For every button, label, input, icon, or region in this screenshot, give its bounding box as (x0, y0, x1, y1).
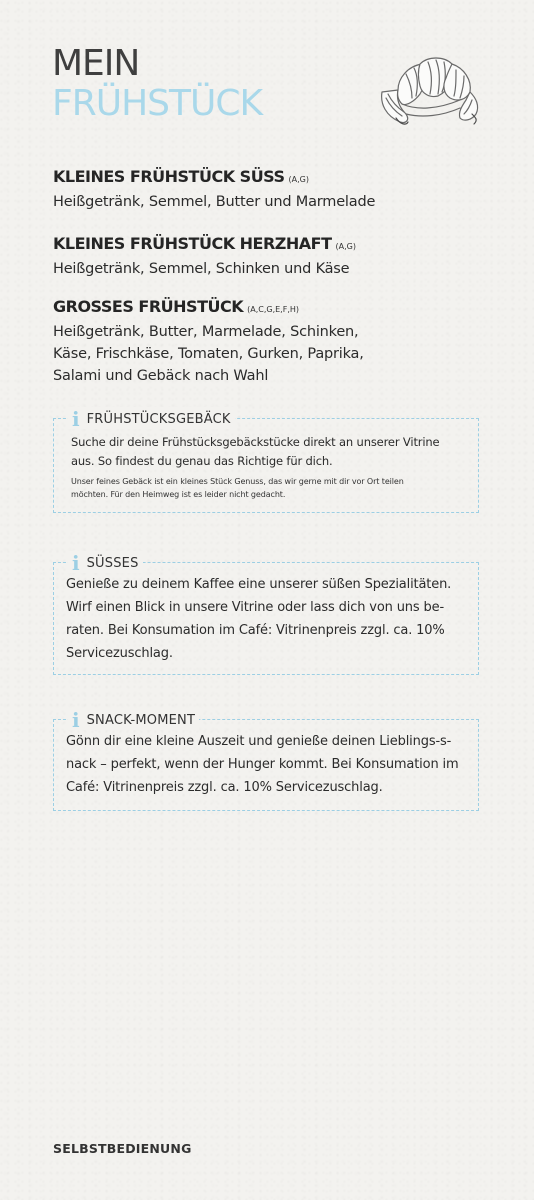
info-box-snack-moment (53, 708, 479, 811)
info-box-text-line: Genieße zu deinem Kaffee eine unserer süßen Spezialitäten. (66, 577, 452, 592)
menu-item-name: GROSSES FRÜHSTÜCK (53, 297, 244, 316)
info-box-fruehstuecksgebaeck (53, 407, 479, 513)
croissant-illustration (376, 52, 488, 132)
info-box-note-line: Unser feines Gebäck ist ein kleines Stück Genuss, das wir gerne mit dir vor Ort teilen (71, 477, 404, 486)
menu-item-description: Heißgetränk, Semmel, Schinken und Käse (53, 261, 350, 277)
menu-item-gross (53, 296, 493, 387)
info-icon: i (72, 407, 80, 431)
info-box-note (54, 471, 478, 511)
info-box-title: FRÜHSTÜCKSGEBÄCK (86, 412, 231, 427)
page-title-line2: FRÜHSTÜCK (52, 83, 263, 124)
menu-item-klein-suess (53, 166, 493, 213)
info-box-text-line: aus. So findest du genau das Richtige für dich. (71, 454, 333, 468)
menu-item-allergens: (A,C,G,E,F,H) (247, 305, 299, 314)
info-box-header (68, 551, 143, 573)
info-box-text-line: Café: Vitrinenpreis zzgl. ca. 10% Servicezuschlag. (66, 780, 383, 795)
menu-item-title (53, 296, 493, 321)
info-box-text (54, 563, 478, 675)
menu-item-allergens: (A,G) (288, 175, 309, 184)
menu-item-allergens: (A,G) (335, 242, 356, 251)
info-box-header (68, 708, 199, 730)
menu-item-name: KLEINES FRÜHSTÜCK HERZHAFT (53, 234, 332, 253)
page-title-line1: MEIN (52, 43, 140, 84)
menu-item-title (53, 166, 493, 191)
menu-item-description-line: Käse, Frischkäse, Tomaten, Gurken, Paprika, (53, 346, 364, 362)
info-box-note-line: möchten. Für den Heimweg ist es leider nicht gedacht. (71, 490, 286, 499)
info-box-text-line: Suche dir deine Frühstücksgebäckstücke direkt an unserer Vitrine (71, 435, 440, 449)
info-box-text-line: nack – perfekt, wenn der Hunger kommt. Bei Konsumation im (66, 757, 459, 772)
info-box-title: SÜSSES (86, 556, 139, 571)
info-box-text-line: Servicezuschlag. (66, 646, 173, 661)
menu-item-description-line: Salami und Gebäck nach Wahl (53, 368, 269, 384)
footer-label: SELBSTBEDIENUNG (53, 1141, 192, 1156)
page-title (52, 44, 262, 124)
menu-item-name: KLEINES FRÜHSTÜCK SÜSS (53, 167, 285, 186)
info-box-text-line: Gönn dir eine kleine Auszeit und genieße deinen Lieblings-s- (66, 734, 452, 749)
info-box-header (68, 407, 235, 429)
info-box-text-line: Wirf einen Blick in unsere Vitrine oder lass dich von uns be- (66, 600, 444, 615)
menu-item-description: Heißgetränk, Semmel, Butter und Marmelade (53, 194, 376, 210)
info-icon: i (72, 551, 80, 575)
info-box-suesses (53, 551, 479, 675)
menu-item-description-line: Heißgetränk, Butter, Marmelade, Schinken, (53, 324, 359, 340)
menu-item-title (53, 233, 493, 258)
info-box-text-line: raten. Bei Konsumation im Café: Vitrinenpreis zzgl. ca. 10% (66, 623, 445, 638)
menu-item-klein-herzhaft (53, 233, 493, 280)
info-box-title: SNACK-MOMENT (86, 713, 196, 728)
info-icon: i (72, 708, 80, 732)
info-box-text (54, 720, 478, 809)
